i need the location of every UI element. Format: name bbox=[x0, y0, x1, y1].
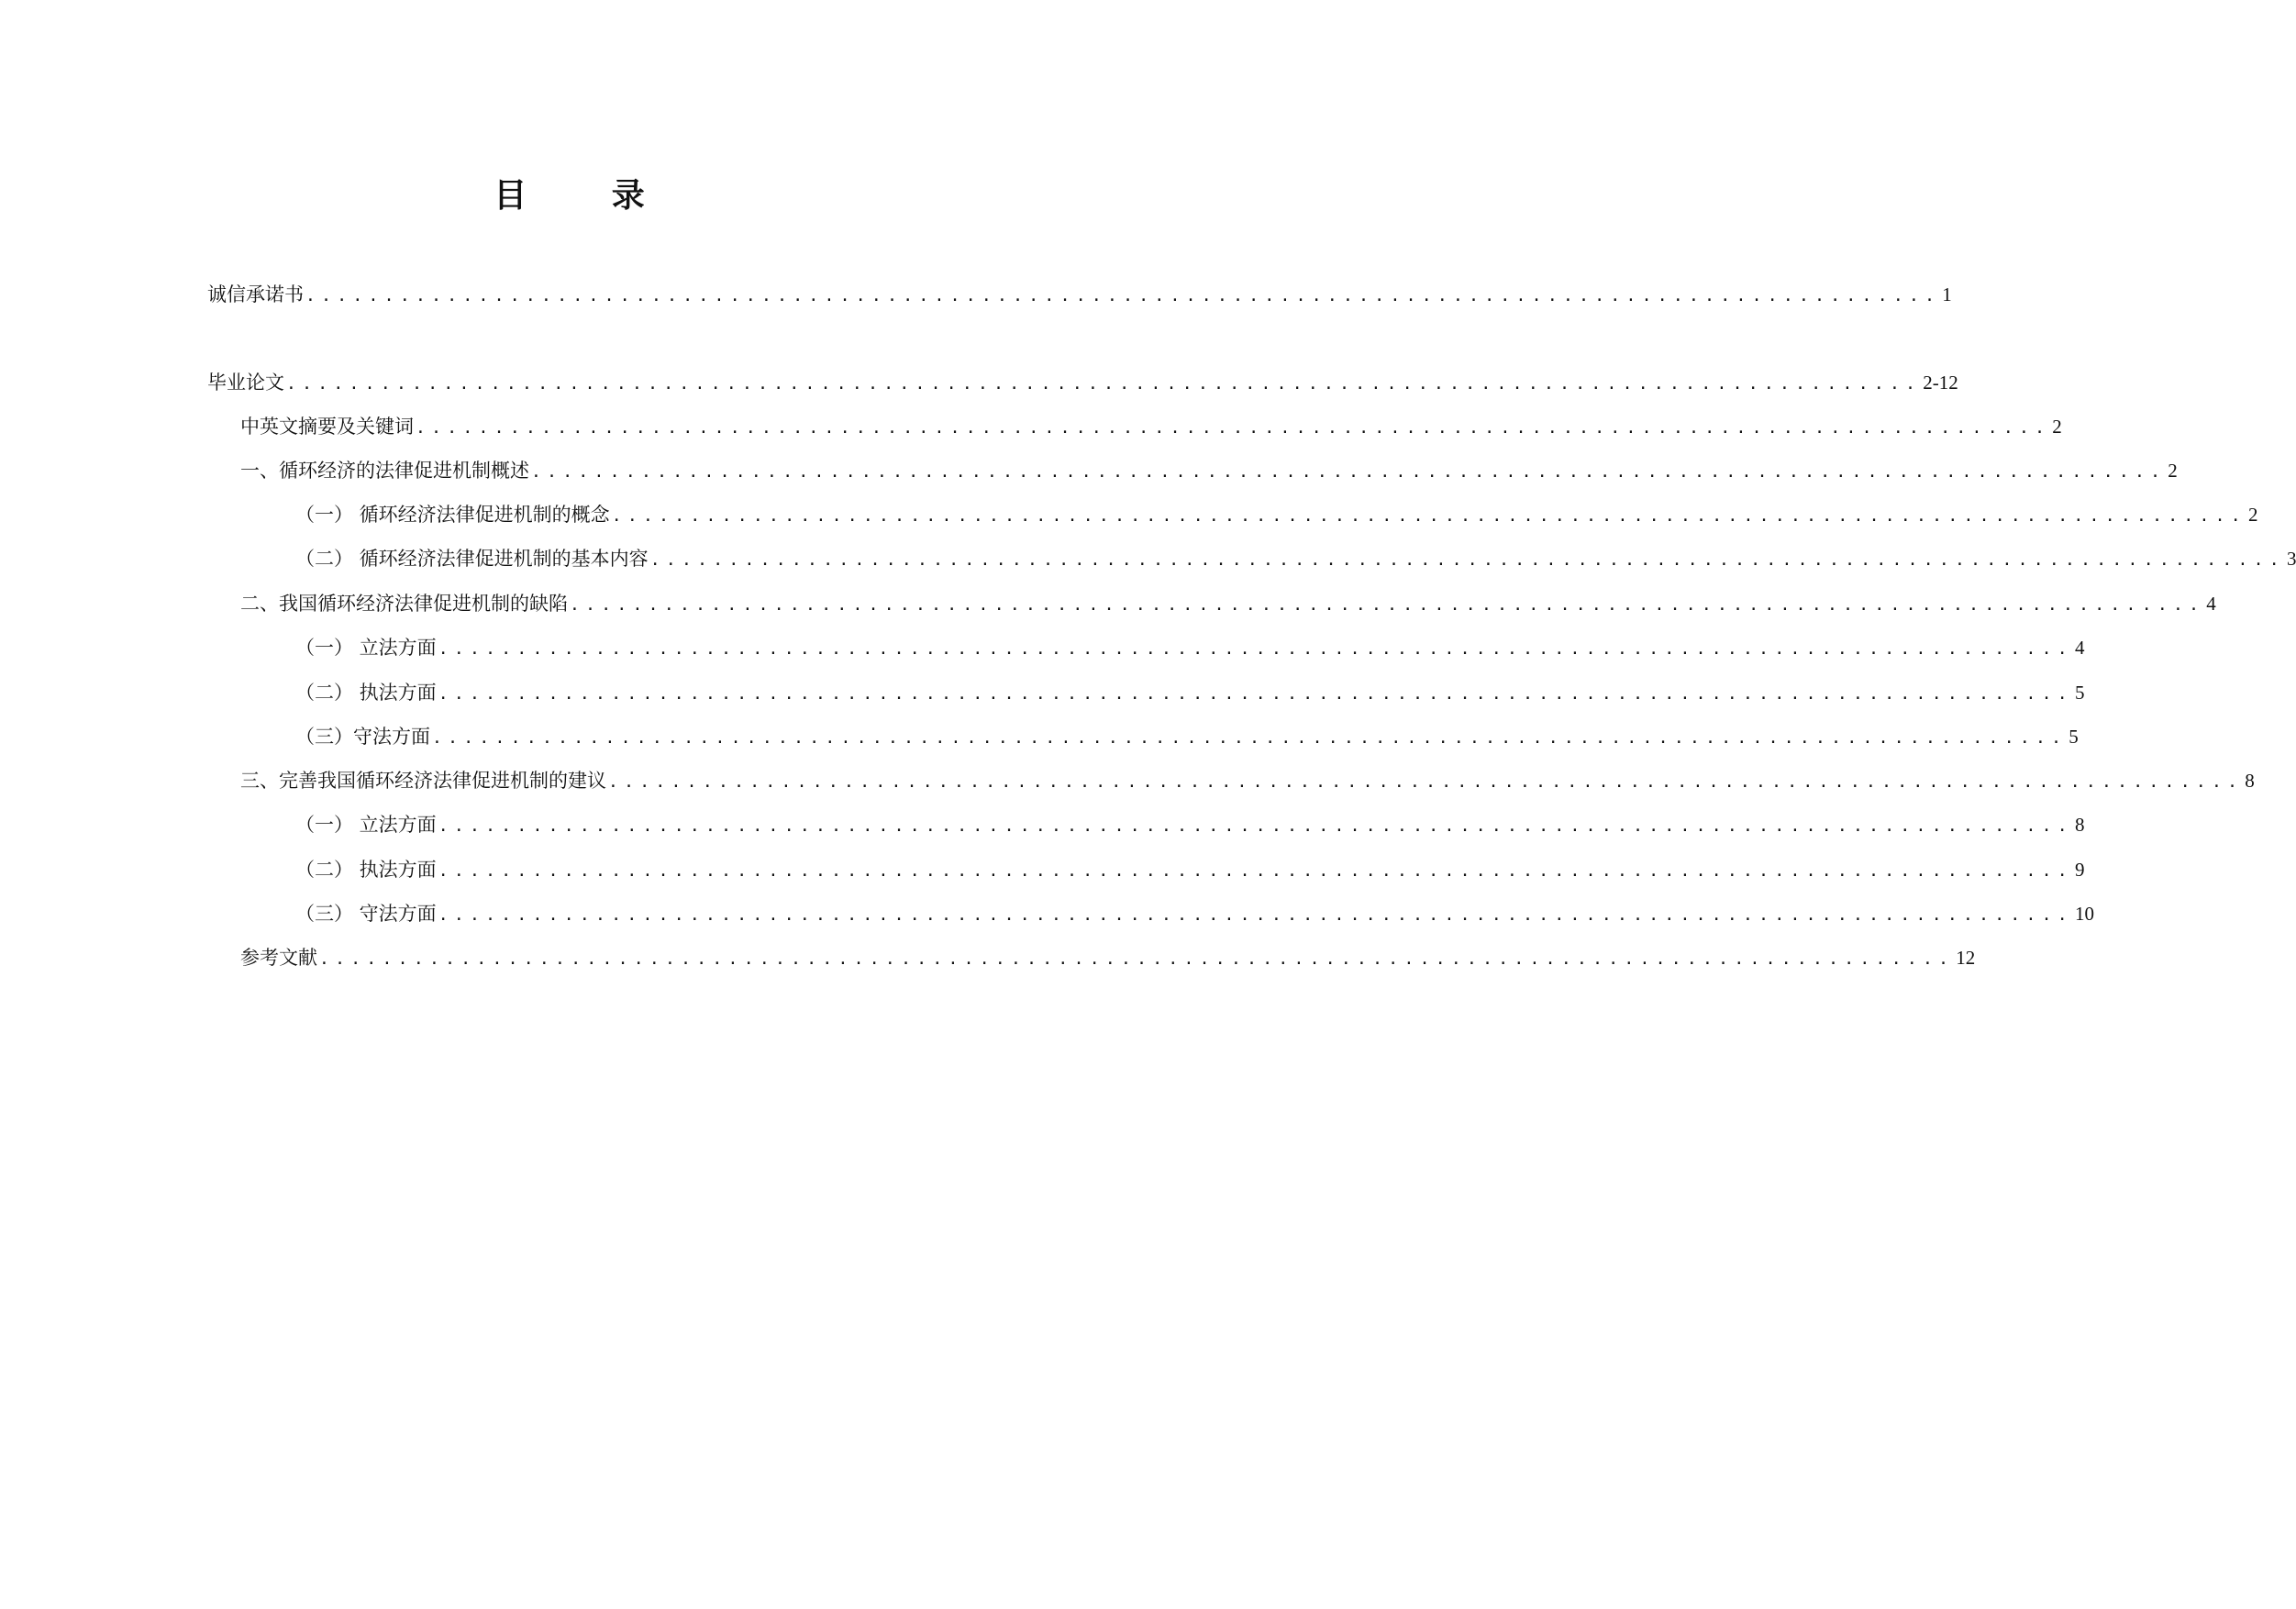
toc-entry bbox=[295, 545, 2296, 572]
toc-entry bbox=[240, 413, 2062, 440]
toc-entry-label: 二、我国循环经济法律促进机制的缺陷 bbox=[240, 593, 568, 615]
page-title: 目 录 bbox=[494, 177, 682, 215]
dot-leader: ........................................................................................................ bbox=[286, 374, 1922, 394]
dot-leader: ........................................................................................................ bbox=[438, 684, 2073, 704]
toc-entry-page: 2 bbox=[2052, 416, 2062, 438]
dot-leader: ........................................................................................................ bbox=[432, 728, 2068, 748]
toc-entry-page: 4 bbox=[2206, 593, 2216, 615]
toc-entry-page: 8 bbox=[2074, 814, 2085, 836]
dot-leader: ........................................................................................................ bbox=[611, 506, 2246, 526]
toc-entry bbox=[295, 900, 2094, 927]
dot-leader: ........................................................................................................ bbox=[319, 949, 1955, 969]
toc-entry bbox=[240, 457, 2178, 484]
toc-entry-label: 一、循环经济的法律促进机制概述 bbox=[240, 460, 529, 482]
toc-entry-label: 诚信承诺书 bbox=[207, 283, 304, 305]
toc-entry bbox=[207, 281, 1952, 308]
toc-entry-page: 12 bbox=[1956, 947, 1976, 969]
toc-entry bbox=[295, 634, 2085, 661]
dot-leader: ........................................................................................................ bbox=[531, 462, 2167, 482]
dot-leader: ........................................................................................................ bbox=[438, 905, 2073, 925]
toc-entry bbox=[295, 811, 2085, 838]
toc-entry-label: （一） 循环经济法律促进机制的概念 bbox=[295, 504, 610, 526]
toc-entry-page: 2-12 bbox=[1923, 372, 1958, 394]
dot-leader: ........................................................................................................ bbox=[438, 861, 2073, 881]
dot-leader: ........................................................................................................ bbox=[438, 816, 2073, 836]
toc-entry bbox=[295, 501, 2258, 528]
toc-entry bbox=[240, 767, 2255, 794]
toc-entry-label: 毕业论文 bbox=[207, 372, 284, 394]
toc-entry-label: （二） 循环经济法律促进机制的基本内容 bbox=[295, 548, 649, 570]
toc-entry-label: 三、完善我国循环经济法律促进机制的建议 bbox=[240, 770, 606, 792]
toc-entry-page: 4 bbox=[2074, 637, 2085, 659]
toc-entry-label: （三）守法方面 bbox=[295, 726, 430, 748]
toc-entry bbox=[295, 856, 2085, 883]
toc-entry bbox=[240, 590, 2216, 617]
toc-entry-label: （二） 执法方面 bbox=[295, 682, 437, 704]
toc-entry-label: （一） 立法方面 bbox=[295, 637, 437, 659]
toc-entry bbox=[295, 679, 2085, 706]
dot-leader: ........................................................................................................ bbox=[416, 418, 2051, 438]
dot-leader: ........................................................................................................ bbox=[305, 286, 1941, 305]
toc-entry-label: 中英文摘要及关键词 bbox=[240, 416, 414, 438]
toc-entry-page: 2 bbox=[2247, 504, 2258, 526]
toc-entry-page: 3 bbox=[2286, 548, 2296, 570]
dot-leader: ........................................................................................................ bbox=[570, 595, 2205, 615]
toc-entry-label: （二） 执法方面 bbox=[295, 859, 437, 881]
dot-leader: ........................................................................................................ bbox=[608, 772, 2244, 792]
toc-entry-label: （三） 守法方面 bbox=[295, 903, 437, 925]
dot-leader: ........................................................................................................ bbox=[649, 550, 2285, 570]
toc-entry-page: 10 bbox=[2074, 903, 2094, 925]
toc-entry-page: 5 bbox=[2074, 682, 2085, 704]
toc-entry bbox=[240, 944, 1976, 971]
dot-leader: ........................................................................................................ bbox=[438, 639, 2073, 659]
toc-entry-label: 参考文献 bbox=[240, 947, 317, 969]
toc-entry-page: 5 bbox=[2069, 726, 2079, 748]
toc-entry-page: 9 bbox=[2074, 859, 2085, 881]
toc-entry bbox=[295, 723, 2079, 750]
toc-entry-page: 2 bbox=[2168, 460, 2178, 482]
toc-entry bbox=[207, 369, 1958, 396]
toc-entry-page: 1 bbox=[1942, 283, 1952, 305]
toc-entry-label: （一） 立法方面 bbox=[295, 814, 437, 836]
toc-entry-page: 8 bbox=[2245, 770, 2255, 792]
